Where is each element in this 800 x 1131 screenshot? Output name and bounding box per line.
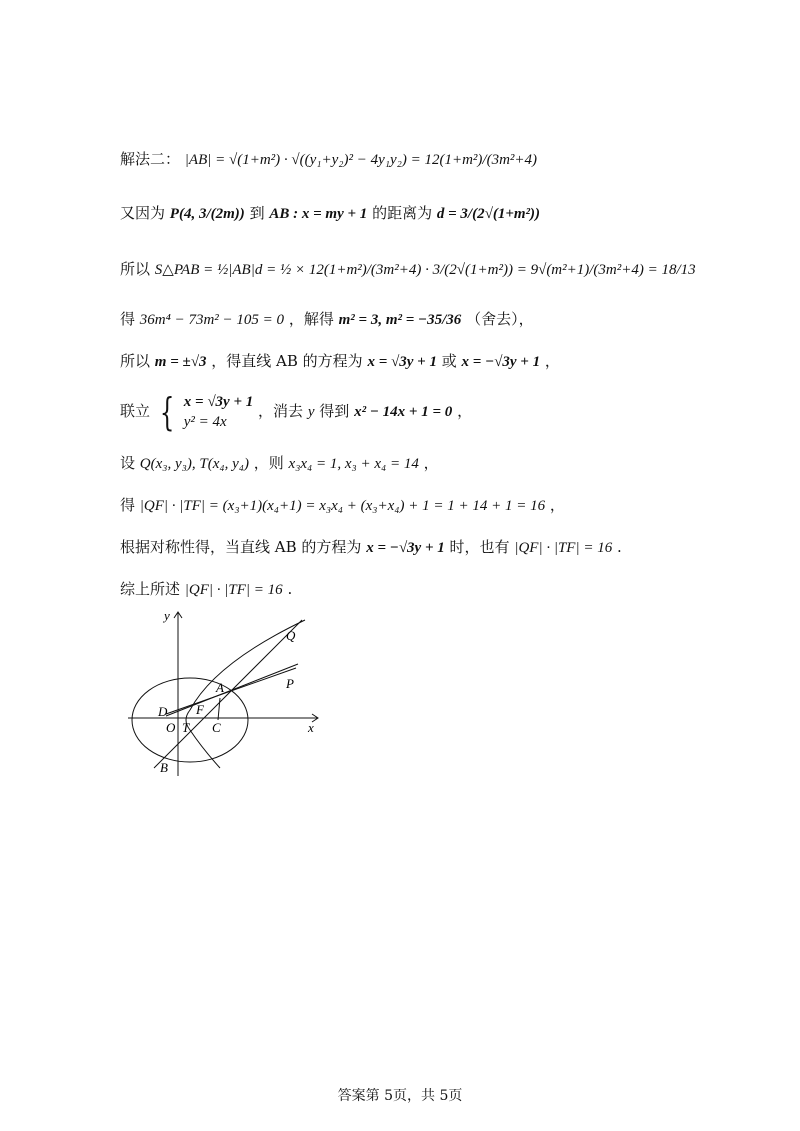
label-o: O <box>166 720 176 735</box>
text: 时，也有 <box>449 538 510 556</box>
label-f: F <box>196 702 204 717</box>
text: ，得直线 AB 的方程为 <box>211 352 363 370</box>
text: 得 <box>120 310 136 328</box>
text: ，则 <box>253 454 284 472</box>
eliminated-var: y <box>307 404 315 420</box>
solution-line-6 <box>120 392 472 432</box>
line-bq <box>154 620 302 768</box>
text: ， <box>544 352 560 370</box>
label-p: P <box>286 676 294 691</box>
distance-formula: d = 3/(2√(1+m²)) <box>436 206 541 222</box>
text: 根据对称性得，当直线 AB 的方程为 <box>120 538 362 556</box>
solution-line-3 <box>120 258 696 281</box>
label-x: x <box>308 720 314 735</box>
label-y: y <box>164 608 170 623</box>
text: 又因为 <box>120 204 166 222</box>
text: 到 <box>249 204 265 222</box>
solution-line-9 <box>120 536 622 559</box>
label-t: T <box>182 720 190 735</box>
label-c: C <box>212 720 221 735</box>
solution-line-1 <box>120 148 537 171</box>
system-eq-2: y² = 4x <box>183 414 227 430</box>
text: 得到 <box>319 402 350 420</box>
ab-length-formula: |AB| = √(1+m²) · √((y₁+y₂)² − 4y₁y₂) = 12(1+m²)/(3m²+4) <box>184 152 538 168</box>
line-eq-2: x = −√3y + 1 <box>461 354 541 370</box>
text: ， <box>423 454 439 472</box>
text: 所以 <box>120 260 151 278</box>
line-eq-alt: x = −√3y + 1 <box>366 540 445 556</box>
segment-ac <box>218 698 220 720</box>
line-ab: AB : x = my + 1 <box>269 206 368 222</box>
system-eq-1: x = √3y + 1 <box>183 394 254 410</box>
text: 的距离为 <box>372 204 433 222</box>
quadratic-eq: x² − 14x + 1 = 0 <box>354 404 453 420</box>
text: ， <box>549 496 565 514</box>
label-a: A <box>216 680 224 695</box>
text: 综上所述 <box>120 580 181 598</box>
equation-system <box>184 392 254 432</box>
text: 或 <box>441 352 457 370</box>
text: （舍去）， <box>466 310 534 328</box>
final-result: |QF| · |TF| = 16 <box>184 582 283 598</box>
point-p: P(4, 3/(2m)) <box>169 206 245 222</box>
text: ，消去 <box>258 402 304 420</box>
solution-line-10 <box>120 578 292 601</box>
text: 设 <box>120 454 136 472</box>
method-label: 解法二： <box>120 150 181 168</box>
text: 得 <box>120 496 136 514</box>
vieta-relations: x₃x₄ = 1, x₃ + x₄ = 14 <box>288 456 419 472</box>
label-d: D <box>158 704 168 719</box>
symmetric-result: |QF| · |TF| = 16 <box>514 540 613 556</box>
solution-line-5 <box>120 350 560 373</box>
solution-line-7 <box>120 452 439 475</box>
text: ，解得 <box>288 310 334 328</box>
m-value: m = ±√3 <box>154 354 207 370</box>
solution-line-8 <box>120 494 565 517</box>
text: ， <box>457 402 473 420</box>
page-footer: 答案第 5页，共 5页 <box>337 1088 463 1104</box>
product-calculation: |QF| · |TF| = (x₃+1)(x₄+1) = x₃x₄ + (x₃+x₄) + 1 = 1 + 14 + 1 = 16 <box>139 498 546 514</box>
quartic-equation: 36m⁴ − 73m² − 105 = 0 <box>139 312 285 328</box>
solution-line-4 <box>120 308 534 331</box>
m-solutions: m² = 3, m² = −35/36 <box>338 312 462 328</box>
solution-line-2 <box>120 202 540 225</box>
line-dp <box>166 664 298 716</box>
text: 联立 <box>120 402 151 420</box>
points-q-t: Q(x₃, y₃), T(x₄, y₄) <box>139 456 249 472</box>
line-dp-2 <box>166 668 296 714</box>
area-formula: S△PAB = ½|AB|d = ½ × 12(1+m²)/(3m²+4) · 3/(2√(1+m²)) = 9√(m²+1)/(3m²+4) = 18/13 <box>154 262 696 278</box>
geometry-figure <box>120 608 330 778</box>
text: . <box>617 538 622 556</box>
label-b: B <box>160 760 168 775</box>
label-q: Q <box>286 628 296 643</box>
line-eq-1: x = √3y + 1 <box>367 354 437 370</box>
left-brace: { <box>159 390 175 434</box>
text: 所以 <box>120 352 151 370</box>
text: . <box>287 580 293 598</box>
